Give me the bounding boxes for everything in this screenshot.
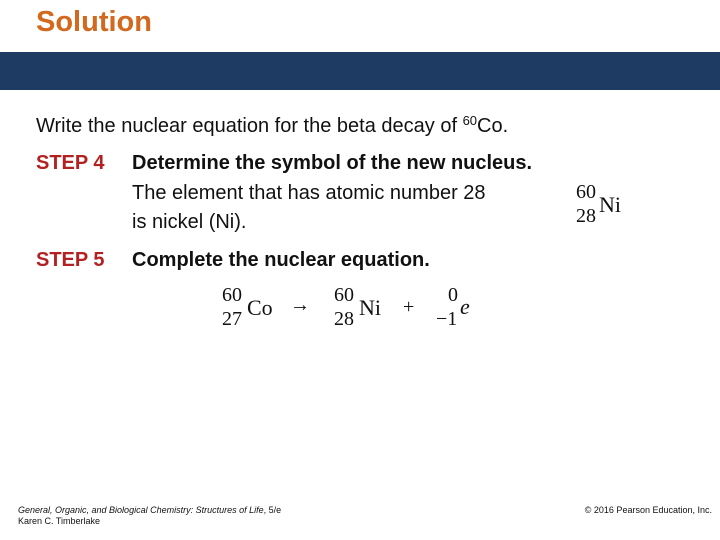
footer-citation [18,505,281,527]
step4-nuclide-ni [574,182,634,232]
step4-line-1: The element that has atomic number 28 [132,182,486,204]
particle-symbol: e [460,294,470,319]
reactant-atomic-number: 27 [222,308,242,330]
step5-label: STEP 5 [36,249,105,271]
intro-symbol: Co [477,115,503,137]
step4-title: Determine the symbol of the new nucleus. [132,152,533,174]
step4-label: STEP 4 [36,152,105,174]
particle-mass-number: 0 [448,284,458,306]
particle-charge-number: −1 [436,308,458,330]
product-nickel [334,285,394,335]
step5-title: Complete the nuclear equation. [132,249,430,271]
reactant-mass-number: 60 [222,284,242,306]
intro-text: Write the nuclear equation for the beta decay of [36,115,463,137]
reactant-symbol: Co [247,295,273,320]
product-mass-number: 60 [334,284,354,306]
intro-end: . [502,115,509,137]
footer-edition: , 5/e [263,505,282,515]
footer-copyright: © 2016 Pearson Education, Inc. [584,505,712,515]
reactant-cobalt [222,285,282,335]
beta-particle [436,285,486,335]
nuclide-mass-number: 60 [576,181,596,203]
nuclide-atomic-number: 28 [576,205,596,227]
footer-book-title: General, Organic, and Biological Chemistry: Structures of Life [18,505,264,515]
slide-title: Solution [36,6,152,38]
step4-line-2: is nickel (Ni). [132,211,247,233]
header-band [0,52,720,90]
product-atomic-number: 28 [334,308,354,330]
product-symbol: Ni [359,295,381,320]
reaction-arrow: → [290,294,310,316]
intro-mass-number: 60 [462,113,478,128]
intro-line [36,113,508,138]
nuclide-symbol: Ni [599,192,621,217]
footer-author: Karen C. Timberlake [18,516,101,526]
plus-sign: + [403,296,415,318]
